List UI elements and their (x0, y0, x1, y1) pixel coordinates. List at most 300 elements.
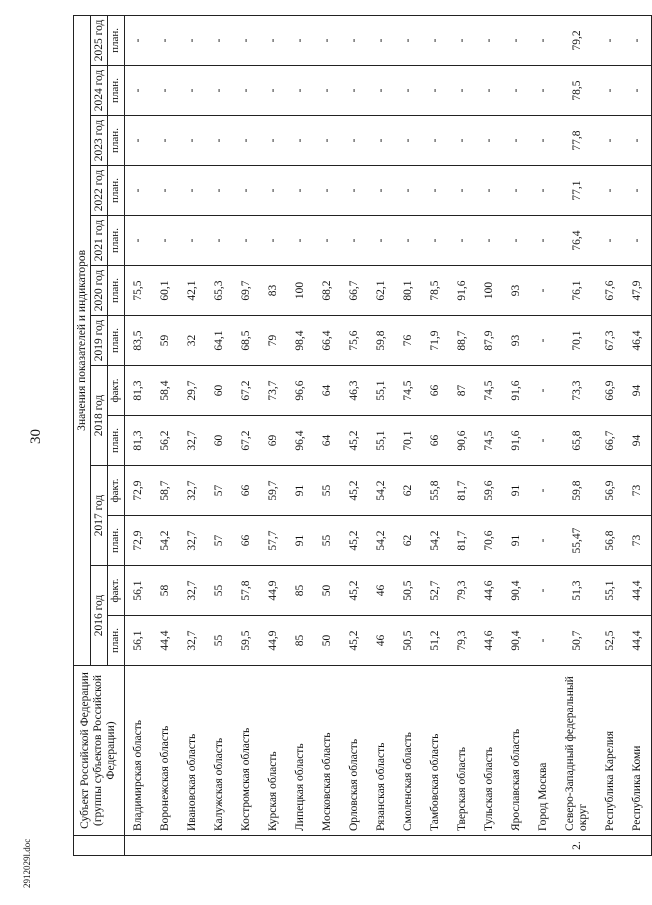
table-row (557, 15, 597, 855)
subject-name: Калужская область (206, 666, 233, 836)
indicator-value: - (422, 166, 449, 216)
table-row (530, 15, 557, 855)
row-number (624, 836, 652, 856)
indicator-value: - (624, 15, 652, 65)
indicator-value: 56,2 (152, 416, 179, 466)
indicator-value: - (449, 15, 476, 65)
subject-name: Тверская область (449, 666, 476, 836)
indicator-value: 74,5 (476, 366, 503, 416)
indicator-value: - (341, 216, 368, 266)
indicator-value: 94 (624, 416, 652, 466)
indicator-value: - (179, 15, 206, 65)
indicator-value: 91 (287, 466, 314, 516)
indicator-value: 55 (314, 466, 341, 516)
indicator-value: - (233, 66, 260, 116)
indicator-value: - (597, 116, 624, 166)
indicator-value: - (206, 216, 233, 266)
indicator-value: 72,9 (124, 466, 152, 516)
indicator-value: 60 (206, 366, 233, 416)
indicator-value: 66,7 (597, 416, 624, 466)
table-row (124, 15, 152, 855)
row-number (124, 836, 152, 856)
row-number (449, 836, 476, 856)
year-2019-header: 2019 год (91, 316, 108, 366)
table-row (395, 15, 422, 855)
indicator-value: 64 (314, 416, 341, 466)
subject-name: Московская область (314, 666, 341, 836)
fact-header: факт. (108, 366, 125, 416)
indicator-value: - (476, 66, 503, 116)
indicator-value: 77,1 (557, 166, 597, 216)
indicator-value: - (260, 116, 287, 166)
indicator-value: 45,2 (341, 516, 368, 566)
indicators-table (73, 15, 652, 856)
indicator-value: - (449, 216, 476, 266)
indicator-value: 94 (624, 366, 652, 416)
indicator-value: 87,9 (476, 316, 503, 366)
indicator-value: 59,8 (557, 466, 597, 516)
indicator-value: - (368, 15, 395, 65)
indicator-value: - (530, 216, 557, 266)
indicator-value: 91,6 (449, 266, 476, 316)
document-code: 2912029l.doc (22, 838, 32, 888)
indicator-value: - (530, 166, 557, 216)
indicator-value: - (624, 216, 652, 266)
indicator-value: - (624, 116, 652, 166)
table-row (152, 15, 179, 855)
indicator-value: 73 (624, 466, 652, 516)
indicator-value: - (503, 166, 530, 216)
indicator-value: 71,9 (422, 316, 449, 366)
indicator-value: 52,7 (422, 566, 449, 616)
indicator-value: 91,6 (503, 366, 530, 416)
row-number (503, 836, 530, 856)
row-number (476, 836, 503, 856)
indicator-value: 60,1 (152, 266, 179, 316)
indicator-value: - (395, 216, 422, 266)
indicator-value: 73,3 (557, 366, 597, 416)
indicator-value: 78,5 (557, 66, 597, 116)
indicator-value: - (233, 15, 260, 65)
indicator-value: 75,6 (341, 316, 368, 366)
indicator-value: - (503, 216, 530, 266)
indicator-value: 54,2 (368, 466, 395, 516)
indicator-value: 54,2 (368, 516, 395, 566)
indicator-value: 59,5 (233, 616, 260, 666)
indicator-value: 57 (206, 516, 233, 566)
indicator-value: 58 (152, 566, 179, 616)
table-row (314, 15, 341, 855)
indicator-value: 76 (395, 316, 422, 366)
plan-header: план. (108, 116, 125, 166)
indicator-value: 57,7 (260, 516, 287, 566)
indicator-value: 85 (287, 616, 314, 666)
indicator-value: - (124, 15, 152, 65)
indicator-value: 79 (260, 316, 287, 366)
indicator-value: 45,2 (341, 566, 368, 616)
indicator-value: - (530, 116, 557, 166)
subject-name: Ярославская область (503, 666, 530, 836)
indicator-value: 58,7 (152, 466, 179, 516)
indicator-value: - (422, 216, 449, 266)
indicator-value: 50,7 (557, 616, 597, 666)
indicator-value: 57,8 (233, 566, 260, 616)
indicator-value: - (597, 166, 624, 216)
indicator-value: 70,6 (476, 516, 503, 566)
indicator-value: - (314, 216, 341, 266)
indicator-value: 91 (503, 516, 530, 566)
indicator-value: 66 (422, 416, 449, 466)
indicator-value: - (314, 116, 341, 166)
indicator-value: 51,3 (557, 566, 597, 616)
subject-name: Республика Коми (624, 666, 652, 836)
indicator-value: - (476, 15, 503, 65)
indicator-value: - (314, 66, 341, 116)
indicator-value: - (314, 15, 341, 65)
indicator-value: 62,1 (368, 266, 395, 316)
indicator-value: - (624, 66, 652, 116)
indicator-value: - (206, 166, 233, 216)
year-2018-header: 2018 год (91, 366, 108, 466)
plan-header: план. (108, 266, 125, 316)
indicator-value: - (422, 15, 449, 65)
rotated-table-wrapper (73, 16, 652, 856)
plan-header: план. (108, 216, 125, 266)
indicator-value: 77,8 (557, 116, 597, 166)
indicator-value: 51,2 (422, 616, 449, 666)
indicator-value: - (597, 66, 624, 116)
row-number: 2. (557, 836, 597, 856)
row-number (287, 836, 314, 856)
indicator-value: 98,4 (287, 316, 314, 366)
indicator-value: 93 (503, 266, 530, 316)
indicator-value: 55,1 (597, 566, 624, 616)
year-2023-header: 2023 год (91, 116, 108, 166)
indicator-value: - (395, 116, 422, 166)
indicator-value: - (260, 15, 287, 65)
indicator-value: - (530, 516, 557, 566)
indicator-value: 90,6 (449, 416, 476, 466)
indicator-value: - (530, 316, 557, 366)
table-row (503, 15, 530, 855)
indicator-value: 29,7 (179, 366, 206, 416)
indicator-value: 44,4 (624, 616, 652, 666)
indicator-value: 67,3 (597, 316, 624, 366)
indicator-value: 67,2 (233, 416, 260, 466)
table-row (179, 15, 206, 855)
indicator-value: 69 (260, 416, 287, 466)
indicator-value: - (422, 66, 449, 116)
indicator-value: - (314, 166, 341, 216)
indicator-value: 56,9 (597, 466, 624, 516)
indicator-value: 32,7 (179, 416, 206, 466)
indicator-value: 81,7 (449, 466, 476, 516)
indicator-value: - (341, 15, 368, 65)
subject-name: Тульская область (476, 666, 503, 836)
table-row (260, 15, 287, 855)
indicator-value: 91 (503, 466, 530, 516)
indicator-value: - (530, 15, 557, 65)
indicator-value: - (597, 15, 624, 65)
indicator-value: 66 (233, 516, 260, 566)
indicator-value: - (476, 216, 503, 266)
indicator-value: - (395, 166, 422, 216)
indicator-value: 50,5 (395, 566, 422, 616)
indicator-value: - (287, 216, 314, 266)
row-number (368, 836, 395, 856)
indicator-value: 52,5 (597, 616, 624, 666)
indicator-value: 74,5 (395, 366, 422, 416)
indicator-value: - (597, 216, 624, 266)
indicator-value: - (530, 416, 557, 466)
indicator-value: - (530, 566, 557, 616)
indicator-value: 44,9 (260, 616, 287, 666)
indicator-value: 91,6 (503, 416, 530, 466)
indicator-value: 44,9 (260, 566, 287, 616)
indicator-value: 81,3 (124, 366, 152, 416)
indicator-value: - (476, 166, 503, 216)
indicator-value: 56,1 (124, 616, 152, 666)
indicator-value: 44,4 (624, 566, 652, 616)
indicator-value: - (449, 116, 476, 166)
indicator-value: - (287, 166, 314, 216)
indicator-value: 55 (206, 566, 233, 616)
indicator-value: 32,7 (179, 616, 206, 666)
indicator-value: 57 (206, 466, 233, 516)
table-row (287, 15, 314, 855)
indicator-value: 47,9 (624, 266, 652, 316)
indicator-value: 100 (476, 266, 503, 316)
row-number (152, 836, 179, 856)
indicator-value: 50 (314, 616, 341, 666)
indicator-value: 79,3 (449, 616, 476, 666)
indicator-value: 46 (368, 616, 395, 666)
table-row (449, 15, 476, 855)
indicator-value: 73,7 (260, 366, 287, 416)
indicator-value: 76,4 (557, 216, 597, 266)
indicator-value: - (233, 216, 260, 266)
indicator-value: - (179, 216, 206, 266)
plan-header: план. (108, 416, 125, 466)
indicator-value: - (124, 116, 152, 166)
indicator-value: 54,2 (152, 516, 179, 566)
indicator-value: 76,1 (557, 266, 597, 316)
indicator-value: 66,9 (597, 366, 624, 416)
indicator-value: 68,5 (233, 316, 260, 366)
indicator-value: 65,8 (557, 416, 597, 466)
indicator-value: - (395, 66, 422, 116)
indicator-value: 55,47 (557, 516, 597, 566)
indicator-value: 50,5 (395, 616, 422, 666)
year-2021-header: 2021 год (91, 216, 108, 266)
indicator-value: - (530, 66, 557, 116)
indicator-value: - (395, 15, 422, 65)
indicator-value: 56,1 (124, 566, 152, 616)
indicator-value: 59,8 (368, 316, 395, 366)
indicator-value: 70,1 (395, 416, 422, 466)
indicator-value: 81,3 (124, 416, 152, 466)
indicator-value: 87 (449, 366, 476, 416)
indicator-value: 81,7 (449, 516, 476, 566)
year-2020-header: 2020 год (91, 266, 108, 316)
indicator-value: 96,6 (287, 366, 314, 416)
indicator-value: 55,1 (368, 366, 395, 416)
indicator-value: 45,2 (341, 416, 368, 466)
indicator-value: - (368, 116, 395, 166)
indicator-value: 46 (368, 566, 395, 616)
fact-header: факт. (108, 466, 125, 516)
indicator-value: - (179, 66, 206, 116)
indicator-value: 83 (260, 266, 287, 316)
indicator-value: - (368, 216, 395, 266)
indicator-value: 59 (152, 316, 179, 366)
indicator-value: - (260, 66, 287, 116)
indicator-value: 83,5 (124, 316, 152, 366)
indicator-value: - (152, 15, 179, 65)
indicator-value: - (260, 166, 287, 216)
table-row (597, 15, 624, 855)
indicator-value: - (530, 266, 557, 316)
indicator-value: - (287, 66, 314, 116)
plan-header: план. (108, 316, 125, 366)
row-number (597, 836, 624, 856)
indicator-value: 44,6 (476, 566, 503, 616)
subject-name: Липецкая область (287, 666, 314, 836)
plan-header: план. (108, 166, 125, 216)
indicator-value: 54,2 (422, 516, 449, 566)
indicator-value: - (449, 66, 476, 116)
subject-name: Рязанская область (368, 666, 395, 836)
indicator-value: 65,3 (206, 266, 233, 316)
indicator-value: 60 (206, 416, 233, 466)
plan-header: план. (108, 516, 125, 566)
year-2025-header: 2025 год (91, 15, 108, 65)
indicator-value: 62 (395, 516, 422, 566)
subject-name: Ивановская область (179, 666, 206, 836)
subject-name: Воронежская область (152, 666, 179, 836)
subject-name: Владимирская область (124, 666, 152, 836)
indicator-value: - (124, 216, 152, 266)
indicators-header: Значения показателей и индикаторов (74, 15, 91, 665)
indicator-value: 78,5 (422, 266, 449, 316)
table-row (233, 15, 260, 855)
indicator-value: - (503, 116, 530, 166)
indicator-value: 44,4 (152, 616, 179, 666)
indicator-value: 56,8 (597, 516, 624, 566)
indicator-value: - (233, 166, 260, 216)
subject-name: Республика Карелия (597, 666, 624, 836)
indicator-value: 88,7 (449, 316, 476, 366)
table-row (341, 15, 368, 855)
plan-header: план. (108, 15, 125, 65)
page-number: 30 (28, 429, 44, 444)
indicator-value: 50 (314, 566, 341, 616)
indicator-value: - (368, 66, 395, 116)
indicator-value: - (530, 616, 557, 666)
fact-header: факт. (108, 566, 125, 616)
indicator-value: 45,2 (341, 616, 368, 666)
row-number (314, 836, 341, 856)
indicator-value: 32 (179, 316, 206, 366)
indicator-value: 64 (314, 366, 341, 416)
table-row (206, 15, 233, 855)
indicator-value: 58,4 (152, 366, 179, 416)
indicator-value: 32,7 (179, 566, 206, 616)
indicator-value: 85 (287, 566, 314, 616)
subject-name: Орловская область (341, 666, 368, 836)
year-2016-header: 2016 год (91, 566, 108, 666)
indicator-value: 100 (287, 266, 314, 316)
indicator-value: 44,6 (476, 616, 503, 666)
indicator-value: 68,2 (314, 266, 341, 316)
indicator-value: - (152, 66, 179, 116)
indicator-value: - (152, 216, 179, 266)
indicator-value: 42,1 (179, 266, 206, 316)
indicator-value: 75,5 (124, 266, 152, 316)
year-2024-header: 2024 год (91, 66, 108, 116)
indicator-value: - (503, 66, 530, 116)
indicator-value: - (179, 166, 206, 216)
indicator-value: - (476, 116, 503, 166)
row-number (395, 836, 422, 856)
indicator-value: - (624, 166, 652, 216)
indicator-value: - (422, 116, 449, 166)
indicator-value: 67,6 (597, 266, 624, 316)
table-row (422, 15, 449, 855)
row-number (233, 836, 260, 856)
row-number (179, 836, 206, 856)
indicator-value: - (287, 15, 314, 65)
row-number (341, 836, 368, 856)
indicator-value: 32,7 (179, 466, 206, 516)
indicator-value: 55,8 (422, 466, 449, 516)
table-header (74, 15, 125, 855)
indicator-value: 46,4 (624, 316, 652, 366)
indicator-value: 66 (233, 466, 260, 516)
indicator-value: - (503, 15, 530, 65)
indicator-value: - (260, 216, 287, 266)
indicator-value: 69,7 (233, 266, 260, 316)
indicator-value: 59,7 (260, 466, 287, 516)
indicator-value: 70,1 (557, 316, 597, 366)
indicator-value: 55,1 (368, 416, 395, 466)
indicator-value: - (206, 66, 233, 116)
indicator-value: - (152, 116, 179, 166)
table-row (624, 15, 652, 855)
row-number (260, 836, 287, 856)
indicator-value: 79,2 (557, 15, 597, 65)
indicator-value: - (287, 116, 314, 166)
indicator-value: - (152, 166, 179, 216)
indicator-value: - (206, 116, 233, 166)
table-row (368, 15, 395, 855)
indicator-value: - (233, 116, 260, 166)
indicator-value: 32,7 (179, 516, 206, 566)
table-body (124, 15, 651, 855)
indicator-value: 96,4 (287, 416, 314, 466)
subject-name: Смоленская область (395, 666, 422, 836)
table-row (476, 15, 503, 855)
subject-name: Северо-Западный федеральный округ (557, 666, 597, 836)
indicator-value: 62 (395, 466, 422, 516)
indicator-value: 66,7 (341, 266, 368, 316)
indicator-value: 67,2 (233, 366, 260, 416)
indicator-value: - (530, 466, 557, 516)
plan-header: план. (108, 66, 125, 116)
indicator-value: 80,1 (395, 266, 422, 316)
indicator-value: - (206, 15, 233, 65)
subject-name: Город Москва (530, 666, 557, 836)
